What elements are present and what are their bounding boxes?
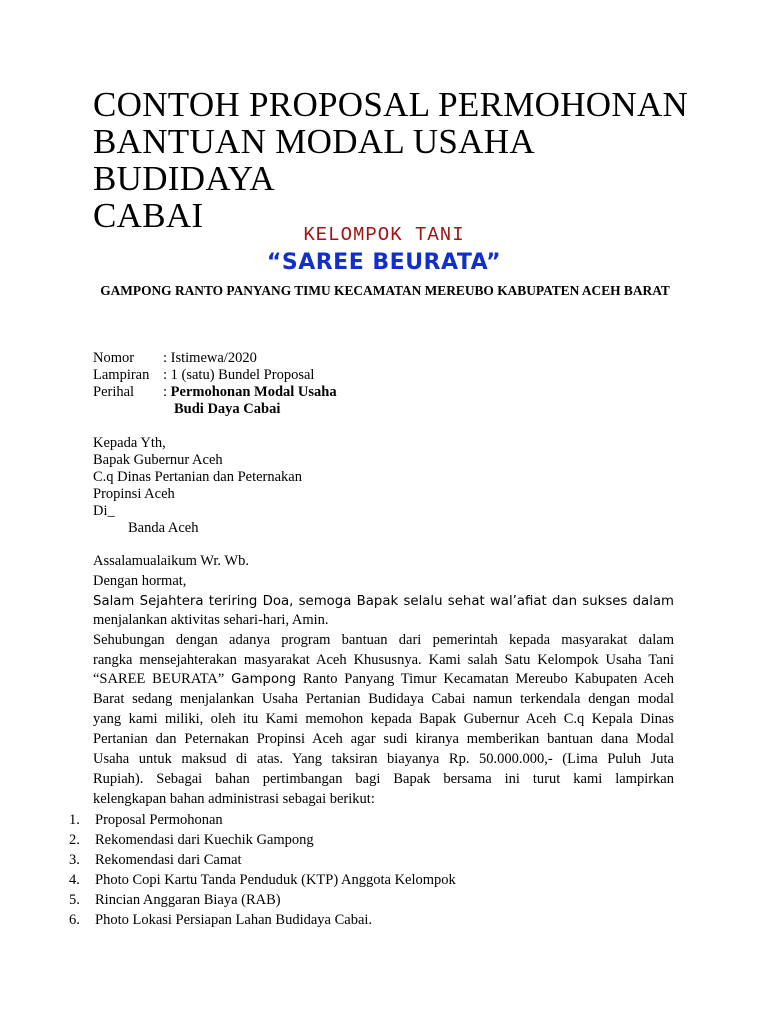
body-line: Usaha untuk maksud di atas. Yang taksiran biayanya Rp. 50.000.000,- (Lima Puluh Juta	[93, 751, 674, 767]
body-line: rangka mensejahterakan masyarakat Aceh Khususnya. Kami salah Satu Kelompok Usaha Tani	[93, 652, 674, 668]
meta-colon: :	[163, 384, 171, 400]
meta-nomor	[93, 350, 257, 367]
list-item	[69, 832, 314, 849]
list-text: Rincian Anggaran Biaya (RAB)	[95, 892, 281, 908]
address-line: Bapak Gubernur Aceh	[93, 452, 223, 468]
meta-label: Perihal	[93, 384, 135, 400]
list-text: Rekomendasi dari Camat	[95, 852, 242, 868]
address-line: Di_	[93, 503, 115, 519]
body-line: kelengkapan bahan administrasi sebagai berikut:	[93, 791, 375, 807]
list-number: 6.	[69, 912, 80, 928]
list-text: Photo Copi Kartu Tanda Penduduk (KTP) Anggota Kelompok	[95, 872, 456, 888]
body-line: Rupiah). Sebagai bahan pertimbangan bagi Bapak bersama ini turut kami lampirkan	[93, 771, 674, 787]
list-text: Proposal Permohonan	[95, 812, 223, 828]
meta-perihal	[93, 384, 337, 401]
page-title	[93, 86, 713, 234]
body-line: Salam Sejahtera teriring Doa, semoga Bapak selalu sehat wal’afiat dan sukses dalam	[93, 594, 674, 609]
list-item	[69, 852, 242, 869]
group-location: GAMPONG RANTO PANYANG TIMU KECAMATAN MEREUBO KABUPATEN ACEH BARAT	[100, 283, 670, 298]
list-text: Rekomendasi dari Kuechik Gampong	[95, 832, 314, 848]
list-item	[69, 872, 456, 889]
body-line: Pertanian dan Peternakan Propinsi Aceh agar sudi kiranya memberikan bantuan dana Modal	[93, 731, 674, 747]
address-line: C.q Dinas Pertanian dan Peternakan	[93, 469, 302, 485]
body-text: Ranto Panyang Timur Kecamatan Mereubo Kabupaten Aceh	[296, 671, 674, 687]
meta-lampiran	[93, 367, 314, 384]
address-line: Banda Aceh	[128, 520, 199, 536]
group-label: KELOMPOK TANI	[303, 224, 465, 246]
meta-label: Nomor	[93, 350, 135, 366]
list-item	[69, 892, 281, 909]
greeting-hormat: Dengan hormat,	[93, 573, 187, 589]
list-number: 4.	[69, 872, 80, 888]
body-line	[93, 671, 674, 688]
list-item	[69, 912, 372, 929]
list-number: 3.	[69, 852, 80, 868]
meta-value: : 1 (satu) Bundel Proposal	[163, 367, 315, 383]
body-line: Barat sedang menjalankan Usaha Pertanian Budidaya Cabai namun terkendala dengan modal	[93, 691, 674, 707]
address-line: Propinsi Aceh	[93, 486, 175, 502]
body-line: menjalankan aktivitas sehari-hari, Amin.	[93, 612, 329, 628]
group-name: “SAREE BEURATA”	[266, 250, 502, 275]
gampong-word: Gampong	[231, 672, 297, 687]
greeting-salam: Assalamualaikum Wr. Wb.	[93, 553, 249, 569]
title-line: BANTUAN MODAL USAHA BUDIDAYA	[93, 122, 533, 198]
list-number: 2.	[69, 832, 80, 848]
meta-perihal-continued: Budi Daya Cabai	[174, 401, 281, 417]
list-text: Photo Lokasi Persiapan Lahan Budidaya Cabai.	[95, 912, 373, 928]
meta-label: Lampiran	[93, 367, 150, 383]
group-name-inline: “SAREE BEURATA”	[93, 671, 232, 687]
list-number: 1.	[69, 812, 80, 828]
title-line: CONTOH PROPOSAL PERMOHONAN	[93, 85, 689, 124]
title-line: CABAI	[93, 196, 204, 235]
meta-value: : Istimewa/2020	[163, 350, 257, 366]
list-item	[69, 812, 223, 829]
list-number: 5.	[69, 892, 80, 908]
body-line: Sehubungan dengan adanya program bantuan dari pemerintah kepada masyarakat dalam	[93, 632, 674, 648]
body-line: yang kami miliki, oleh itu Kami memohon kepada Bapak Gubernur Aceh C.q Kepala Dinas	[93, 711, 674, 727]
address-line: Kepada Yth,	[93, 435, 166, 451]
meta-value: Permohonan Modal Usaha	[170, 384, 337, 400]
